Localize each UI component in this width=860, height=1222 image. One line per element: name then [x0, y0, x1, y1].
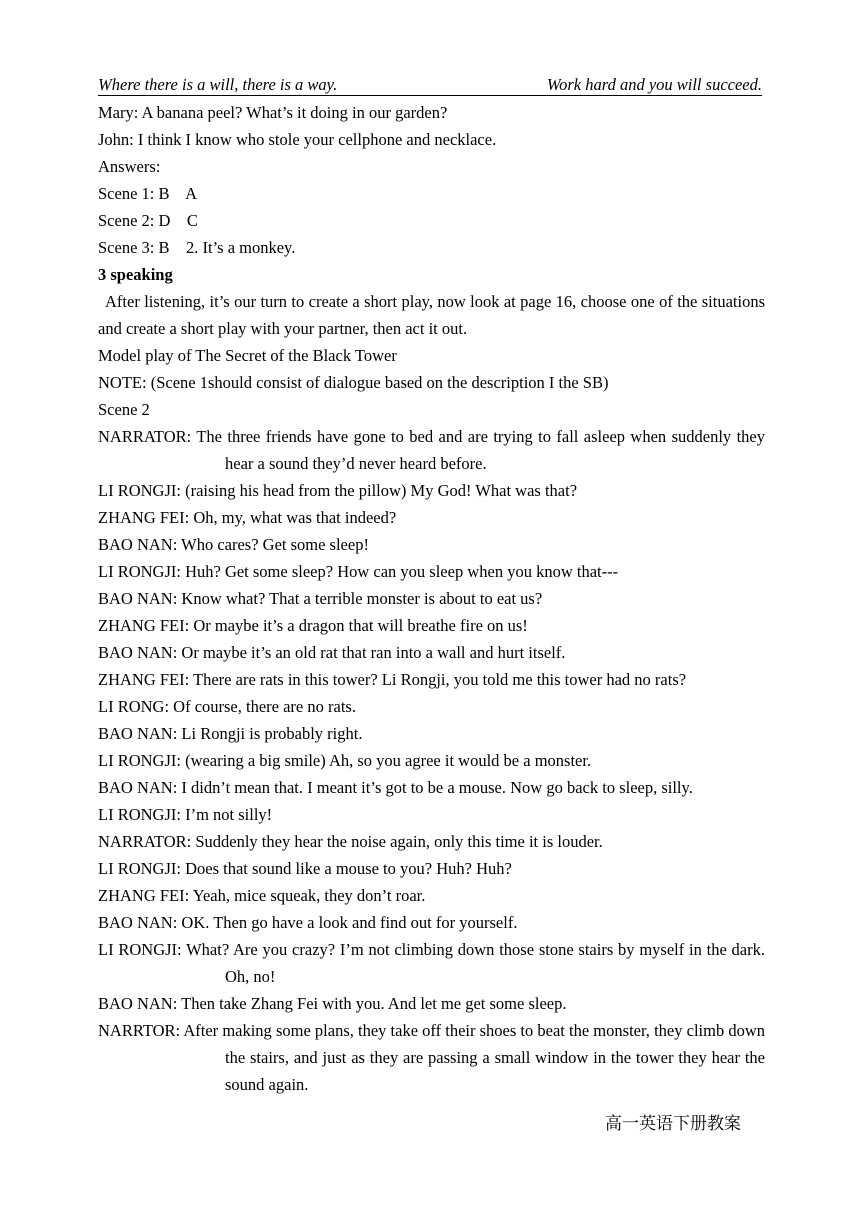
answer-scene-2: Scene 2: D C — [98, 211, 198, 230]
dialogue-line: ZHANG FEI: Yeah, mice squeak, they don’t roar. — [98, 886, 426, 905]
dialogue-line: LI RONGJI: (raising his head from the pillow) My God! What was that? — [98, 481, 578, 500]
model-play-title: Model play of The Secret of the Black Tower — [98, 346, 397, 365]
dialogue-line: BAO NAN: Know what? That a terrible monster is about to eat us? — [98, 589, 543, 608]
dialogue-line: ZHANG FEI: Oh, my, what was that indeed? — [98, 508, 397, 527]
page-header — [98, 73, 762, 96]
dialogue-line: LI RONGJI: (wearing a big smile) Ah, so you agree it would be a monster. — [98, 751, 592, 770]
dialogue-line: BAO NAN: Li Rongji is probably right. — [98, 724, 363, 743]
section-heading-speaking: 3 speaking — [98, 265, 173, 284]
answer-scene-1: Scene 1: B A — [98, 184, 197, 203]
dialogue-line: LI RONGJI: What? Are you crazy? I’m not climbing down those stone stairs by myself in the dark. Oh, no! — [98, 940, 765, 986]
header-right-motto: Work hard and you will succeed. — [546, 75, 762, 94]
scene-heading: Scene 2 — [98, 400, 150, 419]
dialogue-line: ZHANG FEI: There are rats in this tower? Li Rongji, you told me this tower had no rats? — [98, 670, 687, 689]
dialogue-line: Mary: A banana peel? What’s it doing in our garden? — [98, 103, 448, 122]
dialogue-line: LI RONG: Of course, there are no rats. — [98, 697, 356, 716]
dialogue-line: BAO NAN: Who cares? Get some sleep! — [98, 535, 369, 554]
dialogue-line: LI RONGJI: Does that sound like a mouse to you? Huh? Huh? — [98, 859, 512, 878]
dialogue-line: BAO NAN: Then take Zhang Fei with you. And let me get some sleep. — [98, 994, 567, 1013]
document-body — [98, 99, 765, 1098]
dialogue-line: BAO NAN: Or maybe it’s an old rat that ran into a wall and hurt itself. — [98, 643, 566, 662]
narrator-line: NARRTOR: After making some plans, they take off their shoes to beat the monster, they climb down the stairs, and just as they are passing a small window in the tower they hear the sound again. — [98, 1021, 765, 1094]
dialogue-line: BAO NAN: OK. Then go have a look and find out for yourself. — [98, 913, 518, 932]
dialogue-line: John: I think I know who stole your cellphone and necklace. — [98, 130, 497, 149]
dialogue-line: LI RONGJI: I’m not silly! — [98, 805, 273, 824]
page-footer: 高一英语下册教案 — [605, 1114, 741, 1134]
dialogue-line: LI RONGJI: Huh? Get some sleep? How can you sleep when you know that--- — [98, 562, 619, 581]
narrator-line: NARRATOR: The three friends have gone to bed and are trying to fall asleep when suddenly they hear a sound they’d never heard before. — [98, 427, 765, 473]
dialogue-line: BAO NAN: I didn’t mean that. I meant it’s got to be a mouse. Now go back to sleep, silly. — [98, 778, 693, 797]
note-line: NOTE: (Scene 1should consist of dialogue based on the description I the SB) — [98, 373, 609, 392]
answer-scene-3: Scene 3: B 2. It’s a monkey. — [98, 238, 296, 257]
answers-heading: Answers: — [98, 157, 161, 176]
dialogue-line: ZHANG FEI: Or maybe it’s a dragon that will breathe fire on us! — [98, 616, 528, 635]
instruction-paragraph: After listening, it’s our turn to create a short play, now look at page 16, choose one of the situations and create a short play with your partner, then act it out. — [98, 292, 765, 338]
narrator-line: NARRATOR: Suddenly they hear the noise again, only this time it is louder. — [98, 832, 603, 851]
header-left-motto: Where there is a will, there is a way. — [98, 75, 338, 94]
